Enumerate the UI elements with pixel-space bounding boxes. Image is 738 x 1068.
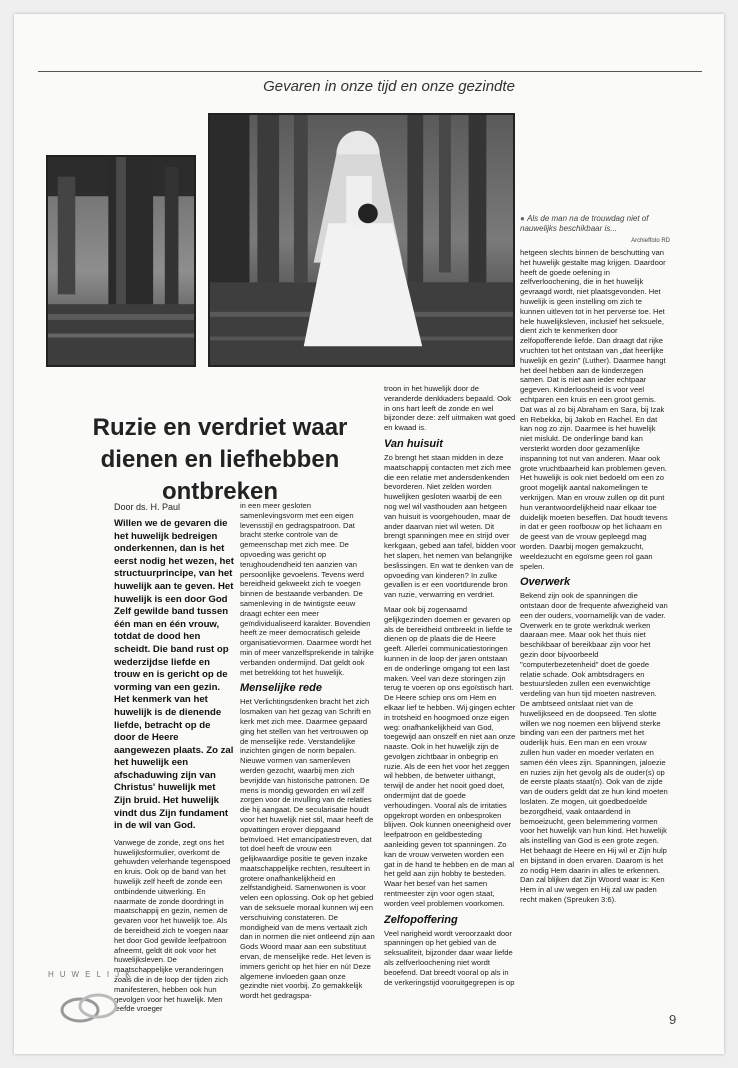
body-paragraph: Zo brengt het staan midden in deze maatschappij contacten met zich mee die een relatie met andersdenkenden bevorderen. Niet zelden worden huwelijken gesloten waarbij de een nog wel wil vasthouden aan hetgeen van huisuit is voorgehouden, maar de ander daarvan niet wil weten. Dit brengt spanningen mee en strijd over kerkgaan, gebed aan tafel, bidden voor het slapen, het nemen van belangrijke beslissingen. En wat te denken van de opvoeding van kinderen? In zulke gevallen is er een voortdurende bron van ruzie, verwarring en verdriet. <box>384 452 516 600</box>
byline: Door ds. H. Paul <box>114 502 181 512</box>
photo-credit: Archieffoto RD <box>631 238 670 244</box>
article-column-1 <box>114 501 234 1046</box>
subheading: Menselijke rede <box>240 682 322 695</box>
page-number: 9 <box>669 1012 677 1027</box>
body-paragraph: Veel narigheid wordt veroorzaakt door spanningen op het gebied van de seksualiteit, bijzonder daar waar liefde als zelfverloochening niet wordt beoefend. Dat breedt vooral op als in de verkeringstijd vooruitgegrepen is op <box>384 928 515 987</box>
lead-paragraph: Willen we de gevaren die het huwelijk bedreigen onderkennen, dan is het eerst nodig het wezen, het structuurprincipe, van het huwelijk aan te geven. Het huwelijk is een door God Zelf gewilde band tussen één man en één vrouw, totdat de dood hen scheidt. Die band rust op wederzijdse liefde en trouw en is gericht op de vorming van een gezin. Het kenmerk van het huwelijk is de dienende liefde, betracht op de door de Heere aangewezen plaats. Zo zal het huwelijk een afschaduwing zijn van Christus' huwelijk met Zijn bruid. Het huwelijk vindt dus Zijn fundament in de wil van God. <box>114 518 234 832</box>
caption-bullet: ● <box>520 214 528 223</box>
photo-caption <box>520 214 670 246</box>
body-paragraph: hetgeen slechts binnen de beschutting van het huwelijk gestalte mag krijgen. Daardoor heeft de goede oefening in zelfverloochening, die in het huwelijk gevraagd wordt, niet plaatsgevonden. Het huwelijk is geen instelling om zich te kunnen uitleven tot in het perverse toe. Het hele huwelijksleven, inclusief het seksuele, dient zich te kenmerken door zelfopofferende liefde. Dan draagt dat rijke vruchten tot het ontstaan van „dat heerlijke huwelijk en gezin” (Luther). Daarmee hangt het deel hebben aan de kinderzegen samen. Dat is niet aan ieder echtpaar gegeven. Kinderloosheid is voor veel echtparen een kruis en een groot gemis. Dat was al zo bij Abraham en Sara, bij Izak en Rebekka, bij Jakob en Rachel. En dat kan nog zo zijn. Daarmee is het huwelijk niet mislukt. De onderlinge band kan versterkt worden door gezamenlijke inspanning tot nut van anderen. Maar ook grote vruchtbaarheid kan problemen geven. Het huwelijk is ook niet bedoeld om een zo groot mogelijk aantal nakomelingen te verkrijgen. Man en vrouw zullen op dit punt hun verantwoordelijkheid naar elkaar toe duidelijk moeten beseffen. Dat houdt tevens in dat er geen roofbouw op het lichaam en de geest van de vrouw gepleegd mag worden. Daarbij mogen gemakzucht, weeldezucht en egoïsme geen rol gaan spelen. <box>520 248 668 571</box>
trees-photo <box>46 155 196 367</box>
article-headline: Ruzie en verdriet waar dienen en liefhebben ontbreken <box>92 414 348 505</box>
bride-photo <box>208 113 515 367</box>
subheading: Overwerk <box>520 576 571 589</box>
body-paragraph: Het Verlichtingsdenken bracht het zich losmaken van het gezag van Schrift en kerk met zich mee. Daarmee gepaard ging het stellen van het vertrouwen op de menselijke rede. Verstandelijke inzichten gingen de norm bepalen. Nieuwe vormen van samenleven werden gezocht, waarbij men zich bevrijdde van historische patronen. De mens is mondig geworden en wil zelf zorgen voor de invulling van de relaties die hij aangaat. De secularisatie houdt voor het huwelijk niet stil, maar heeft de opvattingen erover diepgaand beïnvloed. Het emancipatiestreven, dat tot doel heeft de vrouw een gelijkwaardige positie te geven inzake maatschappelijke rechten, resulteert in grotere onafhankelijkheid en zelfstandigheid. Samenwonen is voor velen een oplossing. Ook op het gebied van de seksuele moraal kunnen wij een verschuiving constateren. De mondigheid van de mens vertaalt zich dan in normen die niet ontleend zijn aan Gods Woord maar aan een substituut ervan, de menselijke rede. Het leven is immers gericht op het hier en nú! Deze algemene invloeden gaan onze gezindte niet voorbij. Zo gemakkelijk wordt het gedragspa- <box>240 697 375 1001</box>
section-header: Gevaren in onze tijd en onze gezindte <box>263 78 515 95</box>
body-paragraph: Bekend zijn ook de spanningen die ontstaan door de frequente afwezigheid van een der ouders, voornamelijk van de vader. Overwerk en te grote werkdruk werken daaraan mee. Maar ook het thuis niet beschikbaar of bereikbaar zijn voor het gezin door bijvoorbeeld "computerbezetenheid" doet de goede relatie schade. Ook ambtsdragers en bestuursleden zullen een evenwichtige verdeling van hun tijd moeten nastreven. De ambtseed ontslaat niet van de huwelijkseed en de doopseed. Ten slotte willen we nog noemen een blijvend sterke binding van een der partners met het ouderlijk huis. Een man en een vrouw zullen hun vader en moeder verlaten en samen één vlees zijn. Spanningen, jaloezie en ruzies zijn het gevolg als de ouder(s) op de eerste plaats staat(n). Ook van de zijde van de ouders geldt dat ze hun kind moeten loslaten. Ze mogen, uit goedbedoelde bezorgdheid, vaak ontaardend in bemoeizucht, geen belemmering vormen voor het huwelijk van hun kind. Het huwelijk als instelling van God is een grote zegen. Het behaagt de Heere en Hij wil er Zijn hulp en bijstand in doen ervaren. Daarom is het zo nodig Hem daarin in alles te erkennen. Dan zal blijken dat Zijn Woord waar is: Ken Hem in al uw wegen en Hij zal uw paden recht maken (Spreuken 3:6). <box>520 591 668 904</box>
subheading: Van huisuit <box>384 437 443 450</box>
article-column-2 <box>240 501 376 1046</box>
article-column-3 <box>384 384 516 1046</box>
subheading: Zelfopoffering <box>384 913 458 926</box>
body-paragraph: in een meer gesloten samenlevingsvorm met een eigen levensstijl en gedragspatroon. Dat bracht sterke controle van de gemeenschap met zich mee. De opvoeding was gericht op terughoudendheid ten aanzien van persoonlijke gevoelens. Tevens werd bereidheid gekweekt zich te voegen binnen de bestaande verbanden. De samenleving in de twintigste eeuw draagt echter een meer geïndividualiseerd karakter. Bovendien heeft ze meer democratisch geleide organisatievormen. Daarmee wordt het min of meer vanzelfsprekende in talrijke verbanden ondermijnd. Dat geldt ook met betrekking tot het huwelijk. <box>240 501 374 677</box>
caption-text: Als de man na de trouwdag niet of nauwelijks beschikbaar is... <box>520 214 649 233</box>
body-paragraph: Vanwege de zonde, zegt ons het huwelijksformulier, overkomt de gehuwden velerhande tegenspoed en kruis. Ook op de band van het huwelijk zelf heeft de zonde een ontbindende uitwerking. En naarmate de zonde doordringt in maatschappij en gezin, nemen de gevaren voor het huwelijk toe. Als de bereidheid zich te voegen naar het door God gewilde leefpatroon afneemt, geldt dit ook voor het huwelijksleven. De maatschappelijke veranderingen zoals die in de loop der tijden zich manifesteren, hebben ook hun gevolgen voor het huwelijk. Men leefde vroeger <box>114 837 231 1014</box>
magazine-page <box>14 14 724 1054</box>
top-rule <box>38 71 702 72</box>
body-paragraph: troon in het huwelijk door de veranderde denkkaders bepaald. Ook in ons hart leeft de zonde en wel bijzonder deze: zelf uitmaken wat goed en kwaad is. <box>384 384 516 433</box>
wedding-rings-icon <box>54 982 124 1032</box>
section-label: HUWELIJK <box>48 970 137 979</box>
body-paragraph: Maar ook bij zogenaamd gelijkgezinden doemen er gevaren op als de bereidheid ontbreekt in liefde te dienen op de plaats die de Heere geeft. Allerlei communicatiestoringen kunnen in de loop der jaren ontstaan en de onderlinge omgang tot een last maken. Veel van deze storingen zijn terug te voeren op ons egoïstisch hart. De Heere schiep ons om Hem en elkaar lief te hebben. Wij gingen echter in trotsheid en hoogmoed onze eigen weg: onafhankelijkheid van God, toegewijd aan onszelf en niet aan onze naaste. Ook in het huwelijk zijn de gevolgen zichtbaar in onbegrip en ruzie. Als de een het voor het zeggen wil hebben, de betweter uithangt, terwijl de ander het nooit goed doet, ondermijnt dat de goede verhoudingen. Vooral als de irritaties opgekropt worden en onbesproken blijven. Ook kunnen oneenigheid over leefpatroon en geldbesteding aanleiding geven tot spanningen. Zo kan de vrouw verweten worden een gat in de hand te hebben en de man al het geld aan zijn hobby te besteden. Waar het besef van het samen rentmeester zijn voor ogen staat, worden veel problemen voorkomen. <box>384 604 516 908</box>
article-column-4 <box>520 248 668 1048</box>
